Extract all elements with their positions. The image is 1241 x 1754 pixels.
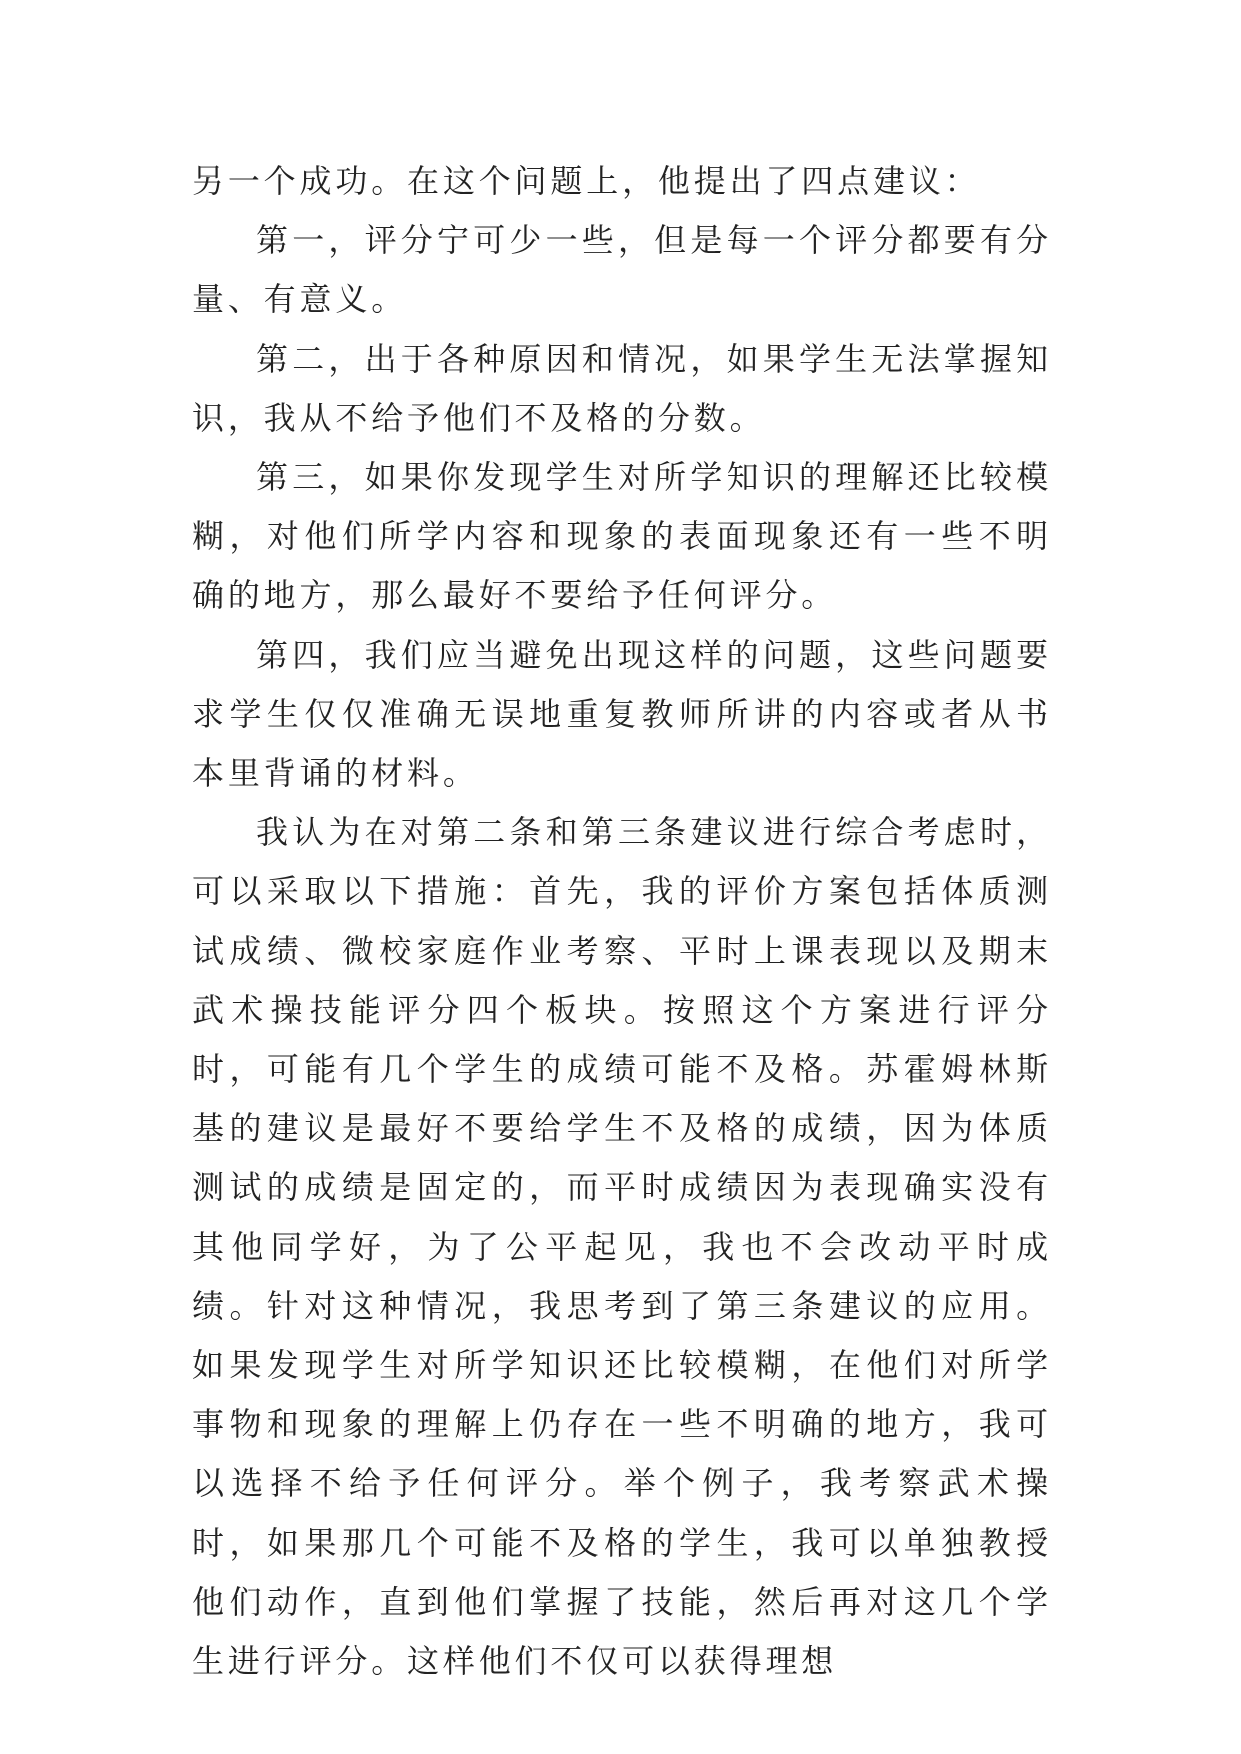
paragraph-suggestion-two: 第二，出于各种原因和情况，如果学生无法掌握知识，我从不给予他们不及格的分数。	[192, 339, 1052, 437]
document-body	[192, 152, 1052, 1691]
paragraph-suggestion-three: 第三，如果你发现学生对所学知识的理解还比较模糊，对他们所学内容和现象的表面现象还有一些不明确的地方，那么最好不要给予任何评分。	[192, 458, 1052, 615]
paragraph-suggestion-one: 第一，评分宁可少一些，但是每一个评分都要有分量、有意义。	[192, 221, 1052, 319]
paragraph-continuation: 另一个成功。在这个问题上，他提出了四点建议：	[192, 162, 981, 200]
paragraph-suggestion-four: 第四，我们应当避免出现这样的问题，这些问题要求学生仅仅准确无误地重复教师所讲的内容或者从书本里背诵的材料。	[192, 635, 1052, 793]
paragraph-reflection: 我认为在对第二条和第三条建议进行综合考虑时，可以采取以下措施：首先，我的评价方案包括体质测试成绩、微校家庭作业考察、平时上课表现以及期末武术操技能评分四个板块。按照这个方案进行评分时，可能有几个学生的成绩可能不及格。苏霍姆林斯基的建议是最好不要给学生不及格的成绩，因为体质测试的成绩是固定的，而平时成绩因为表现确实没有其他同学好，为了公平起见，我也不会改动平时成绩。针对这种情况，我思考到了第三条建议的应用。如果发现学生对所学知识还比较模糊，在他们对所学事物和现象的理解上仍存在一些不明确的地方，我可以选择不给予任何评分。举个例子，我考察武术操时，如果那几个可能不及格的学生，我可以单独教授他们动作，直到他们掌握了技能，然后再对这几个学生进行评分。这样他们不仅可以获得理想	[192, 813, 1052, 1681]
